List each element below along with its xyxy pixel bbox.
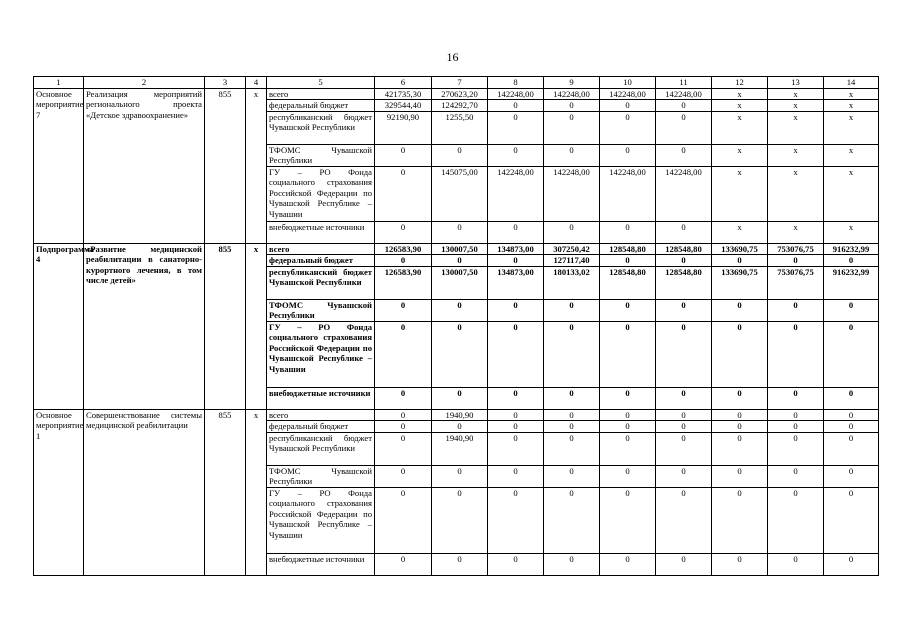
header-cell: 12 xyxy=(712,77,768,89)
header-cell: 6 xyxy=(375,77,432,89)
value-cell: 1940,90 xyxy=(432,432,488,465)
value-cell: 0 xyxy=(712,465,768,487)
value-cell: x xyxy=(712,221,768,243)
value-cell: 92190,90 xyxy=(375,111,432,144)
value-cell: 0 xyxy=(824,465,879,487)
value-cell: 0 xyxy=(432,221,488,243)
value-cell: 0 xyxy=(432,465,488,487)
block-name-cell: Основное мероприятие 7 xyxy=(34,88,84,243)
value-cell: 0 xyxy=(712,432,768,465)
value-cell: x xyxy=(824,144,879,166)
value-cell: 0 xyxy=(656,299,712,321)
value-cell: 124292,70 xyxy=(432,100,488,112)
value-cell: 142248,00 xyxy=(656,88,712,100)
value-cell: 0 xyxy=(375,465,432,487)
value-cell: 0 xyxy=(432,421,488,433)
value-cell: 270623,20 xyxy=(432,88,488,100)
value-cell: x xyxy=(768,221,824,243)
block-description-cell: Совершенствование системы медицинской реабилитации xyxy=(84,409,205,575)
value-cell: 0 xyxy=(488,387,544,409)
value-cell: 0 xyxy=(656,221,712,243)
value-cell: 0 xyxy=(824,321,879,387)
funding-source-cell: ТФОМС Чувашской Республики xyxy=(267,299,375,321)
value-cell: x xyxy=(824,100,879,112)
value-cell: 0 xyxy=(375,421,432,433)
value-cell: 0 xyxy=(656,487,712,553)
funding-source-cell: ГУ – РО Фонда социального страхования Российской Федерации по Чувашской Республике – Чувашии xyxy=(267,487,375,553)
header-cell: 5 xyxy=(267,77,375,89)
value-cell: 0 xyxy=(768,299,824,321)
value-cell: 0 xyxy=(544,409,600,421)
value-cell: 0 xyxy=(488,100,544,112)
value-cell: 0 xyxy=(488,255,544,267)
value-cell: x xyxy=(768,100,824,112)
header-cell: 13 xyxy=(768,77,824,89)
value-cell: 128548,80 xyxy=(656,266,712,299)
value-cell: 126583,90 xyxy=(375,243,432,255)
value-cell: 130007,50 xyxy=(432,243,488,255)
value-cell: 916232,99 xyxy=(824,243,879,255)
funding-source-cell: федеральный бюджет xyxy=(267,421,375,433)
header-row xyxy=(34,77,879,89)
value-cell: 0 xyxy=(432,487,488,553)
value-cell: 0 xyxy=(432,144,488,166)
value-cell: 0 xyxy=(824,553,879,575)
funding-source-cell: внебюджетные источники xyxy=(267,221,375,243)
value-cell: 0 xyxy=(712,255,768,267)
value-cell: 0 xyxy=(375,487,432,553)
header-cell: 3 xyxy=(205,77,246,89)
value-cell: 0 xyxy=(600,465,656,487)
value-cell: 0 xyxy=(600,144,656,166)
value-cell: 0 xyxy=(488,111,544,144)
value-cell: 142248,00 xyxy=(544,166,600,221)
value-cell: 0 xyxy=(712,299,768,321)
header-cell: 2 xyxy=(84,77,205,89)
value-cell: 133690,75 xyxy=(712,243,768,255)
header-cell: 4 xyxy=(246,77,267,89)
value-cell: 142248,00 xyxy=(600,166,656,221)
value-cell: 0 xyxy=(600,299,656,321)
value-cell: 0 xyxy=(488,221,544,243)
value-cell: 127117,40 xyxy=(544,255,600,267)
funding-source-cell: республиканский бюджет Чувашской Республики xyxy=(267,432,375,465)
funding-source-cell: всего xyxy=(267,409,375,421)
value-cell: 753076,75 xyxy=(768,266,824,299)
table-row xyxy=(34,88,879,100)
value-cell: 142248,00 xyxy=(656,166,712,221)
value-cell: 0 xyxy=(375,321,432,387)
value-cell: 0 xyxy=(375,387,432,409)
value-cell: 421735,30 xyxy=(375,88,432,100)
value-cell: x xyxy=(824,221,879,243)
value-cell: 0 xyxy=(544,421,600,433)
value-cell: 0 xyxy=(544,487,600,553)
value-cell: 0 xyxy=(600,432,656,465)
value-cell: 0 xyxy=(768,409,824,421)
value-cell: 0 xyxy=(768,255,824,267)
value-cell: 0 xyxy=(712,321,768,387)
value-cell: 0 xyxy=(600,321,656,387)
block-x-cell: x xyxy=(246,88,267,243)
funding-source-cell: внебюджетные источники xyxy=(267,553,375,575)
funding-source-cell: федеральный бюджет xyxy=(267,100,375,112)
value-cell: 0 xyxy=(488,487,544,553)
value-cell: 126583,90 xyxy=(375,266,432,299)
funding-source-cell: федеральный бюджет xyxy=(267,255,375,267)
value-cell: 0 xyxy=(824,432,879,465)
header-cell: 9 xyxy=(544,77,600,89)
value-cell: 0 xyxy=(488,409,544,421)
header-cell: 8 xyxy=(488,77,544,89)
value-cell: 0 xyxy=(375,255,432,267)
block-name-cell: Подпрограмма 4 xyxy=(34,243,84,409)
value-cell: 0 xyxy=(375,221,432,243)
value-cell: 0 xyxy=(824,409,879,421)
block-code-cell: 855 xyxy=(205,243,246,409)
value-cell: 0 xyxy=(768,465,824,487)
value-cell: 0 xyxy=(712,409,768,421)
funding-source-cell: республиканский бюджет Чувашской Республики xyxy=(267,266,375,299)
funding-source-cell: всего xyxy=(267,88,375,100)
value-cell: 0 xyxy=(656,409,712,421)
value-cell: 0 xyxy=(824,387,879,409)
value-cell: 0 xyxy=(432,255,488,267)
value-cell: 1255,50 xyxy=(432,111,488,144)
value-cell: x xyxy=(768,88,824,100)
value-cell: x xyxy=(712,144,768,166)
value-cell: x xyxy=(768,144,824,166)
value-cell: 0 xyxy=(656,111,712,144)
header-cell: 1 xyxy=(34,77,84,89)
value-cell: 329544,40 xyxy=(375,100,432,112)
value-cell: 142248,00 xyxy=(600,88,656,100)
value-cell: 0 xyxy=(544,321,600,387)
value-cell: x xyxy=(712,111,768,144)
value-cell: 142248,00 xyxy=(544,88,600,100)
value-cell: 0 xyxy=(600,409,656,421)
value-cell: x xyxy=(824,88,879,100)
funding-source-cell: всего xyxy=(267,243,375,255)
value-cell: 0 xyxy=(375,144,432,166)
value-cell: 0 xyxy=(768,432,824,465)
block-x-cell: x xyxy=(246,409,267,575)
value-cell: 0 xyxy=(488,299,544,321)
value-cell: 0 xyxy=(824,421,879,433)
page-number: 16 xyxy=(446,50,459,64)
value-cell: 1940,90 xyxy=(432,409,488,421)
value-cell: 0 xyxy=(544,465,600,487)
value-cell: 0 xyxy=(375,553,432,575)
value-cell: 0 xyxy=(375,166,432,221)
value-cell: 142248,00 xyxy=(488,88,544,100)
value-cell: 0 xyxy=(600,387,656,409)
value-cell: 0 xyxy=(488,421,544,433)
funding-source-cell: ГУ – РО Фонда социального страхования Российской Федерации по Чувашской Республике – Чувашии xyxy=(267,166,375,221)
value-cell: 0 xyxy=(375,432,432,465)
value-cell: x xyxy=(824,166,879,221)
funding-source-cell: республиканский бюджет Чувашской Республики xyxy=(267,111,375,144)
value-cell: 307250,42 xyxy=(544,243,600,255)
block-x-cell: x xyxy=(246,243,267,409)
value-cell: 0 xyxy=(544,111,600,144)
value-cell: x xyxy=(712,100,768,112)
value-cell: x xyxy=(824,111,879,144)
value-cell: x xyxy=(768,111,824,144)
value-cell: 130007,50 xyxy=(432,266,488,299)
value-cell: 0 xyxy=(375,409,432,421)
value-cell: 0 xyxy=(600,111,656,144)
value-cell: 0 xyxy=(544,221,600,243)
value-cell: 0 xyxy=(488,432,544,465)
header-cell: 14 xyxy=(824,77,879,89)
value-cell: 0 xyxy=(544,553,600,575)
value-cell: x xyxy=(768,166,824,221)
value-cell: 0 xyxy=(656,465,712,487)
block-name-cell: Основное мероприятие 1 xyxy=(34,409,84,575)
value-cell: 0 xyxy=(712,553,768,575)
block-description-cell: Реализация мероприятий регионального проекта «Детское здравоохранение» xyxy=(84,88,205,243)
value-cell: 0 xyxy=(600,421,656,433)
value-cell: 0 xyxy=(768,421,824,433)
value-cell: 0 xyxy=(656,421,712,433)
value-cell: 0 xyxy=(768,553,824,575)
table-row xyxy=(34,409,879,421)
value-cell: 0 xyxy=(824,487,879,553)
value-cell: 180133,02 xyxy=(544,266,600,299)
funding-source-cell: внебюджетные источники xyxy=(267,387,375,409)
value-cell: 0 xyxy=(768,387,824,409)
value-cell: 0 xyxy=(656,553,712,575)
value-cell: 0 xyxy=(544,299,600,321)
value-cell: 0 xyxy=(432,387,488,409)
funding-source-cell: ТФОМС Чувашской Республики xyxy=(267,144,375,166)
value-cell: 0 xyxy=(656,100,712,112)
value-cell: 0 xyxy=(712,421,768,433)
value-cell: 0 xyxy=(488,465,544,487)
value-cell: 0 xyxy=(656,432,712,465)
value-cell: 0 xyxy=(824,299,879,321)
value-cell: 142248,00 xyxy=(488,166,544,221)
value-cell: 128548,80 xyxy=(600,266,656,299)
value-cell: 0 xyxy=(768,321,824,387)
value-cell: 0 xyxy=(432,299,488,321)
value-cell: 0 xyxy=(488,321,544,387)
value-cell: 0 xyxy=(432,321,488,387)
value-cell: 753076,75 xyxy=(768,243,824,255)
value-cell: 0 xyxy=(544,144,600,166)
value-cell: 0 xyxy=(488,553,544,575)
value-cell: 128548,80 xyxy=(656,243,712,255)
value-cell: 916232,99 xyxy=(824,266,879,299)
value-cell: 0 xyxy=(488,144,544,166)
value-cell: 0 xyxy=(544,100,600,112)
value-cell: 0 xyxy=(656,387,712,409)
value-cell: 0 xyxy=(600,221,656,243)
budget-table xyxy=(33,76,879,576)
value-cell: 0 xyxy=(375,299,432,321)
value-cell: x xyxy=(712,166,768,221)
header-cell: 10 xyxy=(600,77,656,89)
value-cell: 0 xyxy=(712,487,768,553)
header-cell: 7 xyxy=(432,77,488,89)
value-cell: 0 xyxy=(544,387,600,409)
value-cell: x xyxy=(712,88,768,100)
value-cell: 0 xyxy=(656,321,712,387)
value-cell: 133690,75 xyxy=(712,266,768,299)
value-cell: 0 xyxy=(656,255,712,267)
value-cell: 0 xyxy=(432,553,488,575)
header-cell: 11 xyxy=(656,77,712,89)
value-cell: 0 xyxy=(600,553,656,575)
block-description-cell: «Развитие медицинской реабилитации в санаторно-курортного лечения, в том числе детей» xyxy=(84,243,205,409)
value-cell: 0 xyxy=(600,487,656,553)
value-cell: 0 xyxy=(600,255,656,267)
block-code-cell: 855 xyxy=(205,409,246,575)
value-cell: 0 xyxy=(712,387,768,409)
value-cell: 145075,00 xyxy=(432,166,488,221)
funding-source-cell: ГУ – РО Фонда социального страхования Российской Федерации по Чувашской Республике – Чувашии xyxy=(267,321,375,387)
block-code-cell: 855 xyxy=(205,88,246,243)
funding-source-cell: ТФОМС Чувашской Республики xyxy=(267,465,375,487)
value-cell: 0 xyxy=(544,432,600,465)
value-cell: 0 xyxy=(600,100,656,112)
table-row xyxy=(34,243,879,255)
value-cell: 134873,00 xyxy=(488,243,544,255)
value-cell: 0 xyxy=(768,487,824,553)
value-cell: 0 xyxy=(824,255,879,267)
value-cell: 128548,80 xyxy=(600,243,656,255)
value-cell: 134873,00 xyxy=(488,266,544,299)
value-cell: 0 xyxy=(656,144,712,166)
